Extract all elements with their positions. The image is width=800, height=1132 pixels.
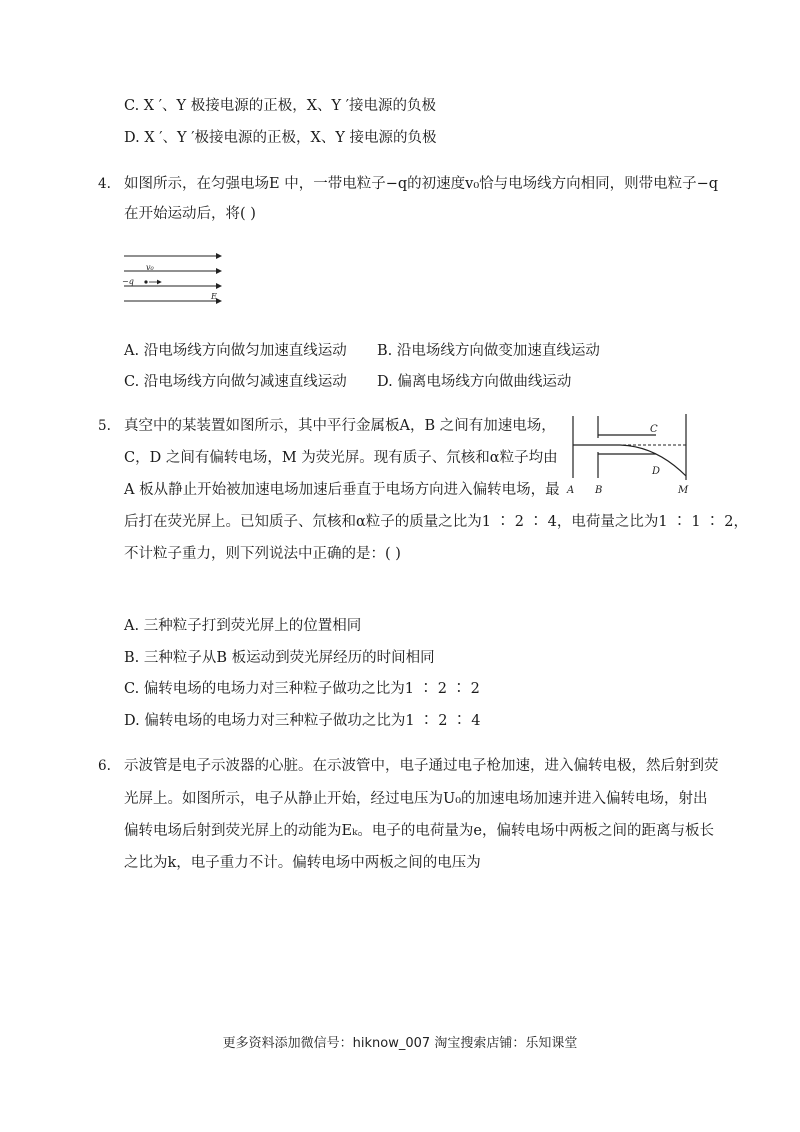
label-M: M xyxy=(678,485,689,496)
label-B: B xyxy=(595,485,603,496)
q5-apparatus-diagram xyxy=(560,410,702,498)
label-A: A xyxy=(567,485,575,496)
q4-stem-line1: 如图所示，在匀强电场E 中，一带电粒子−q的初速度v₀恰与电场线方向相同，则带电粒子−q xyxy=(124,176,719,192)
q4-options-row-2 xyxy=(124,372,572,392)
label-C: C xyxy=(650,424,658,435)
q4-option-b: B. 沿电场线方向做变加速直线运动 xyxy=(377,343,600,359)
q5-option-c: C. 偏转电场的电场力对三种粒子做功之比为1 ∶ 2 ∶ 2 xyxy=(124,681,480,697)
q6-stem-line: 之比为k，电子重力不计。偏转电场中两板之间的电压为 xyxy=(124,855,481,871)
q5-option-a: A. 三种粒子打到荧光屏上的位置相同 xyxy=(124,618,362,634)
q4-option-a: A. 沿电场线方向做匀加速直线运动 xyxy=(124,343,347,359)
label-q: −q xyxy=(122,277,134,286)
q4-option-c: C. 沿电场线方向做匀减速直线运动 xyxy=(124,374,347,390)
q5-stem-line: 后打在荧光屏上。已知质子、氘核和α粒子的质量之比为1 ∶ 2 ∶ 4，电荷量之比为1 ∶ 1 ∶ 2， xyxy=(124,514,749,530)
q6-number: 6. xyxy=(98,758,111,774)
particle-path xyxy=(573,445,686,476)
q4-stem-line2: 在开始运动后，将( ) xyxy=(124,206,256,222)
q5-option-d: D. 偏转电场的电场力对三种粒子做功之比为1 ∶ 2 ∶ 4 xyxy=(124,713,481,729)
q5-stem-line: A 板从静止开始被加速电场加速后垂直于电场方向进入偏转电场，最 xyxy=(124,482,560,498)
label-v0: v₀ xyxy=(146,263,154,272)
q3-option-c: C. X ′、Y 极接电源的正极，X、Y ′接电源的负极 xyxy=(124,98,436,114)
q5-stem-line: 真空中的某装置如图所示，其中平行金属板A，B 之间有加速电场， xyxy=(124,418,556,434)
page-footer: 更多资料添加微信号：hiknow_007 淘宝搜索店铺：乐知课堂 xyxy=(222,1036,578,1051)
q5-stem-line: C，D 之间有偏转电场，M 为荧光屏。现有质子、氘核和α粒子均由 xyxy=(124,450,558,466)
label-E: E xyxy=(211,292,217,301)
particle-dot xyxy=(144,280,147,283)
q4-options-row-1 xyxy=(124,341,600,361)
q4-number: 4. xyxy=(98,176,111,192)
q4-option-d: D. 偏离电场线方向做曲线运动 xyxy=(377,374,572,390)
q5-number: 5. xyxy=(98,418,111,434)
q6-stem-line: 示波管是电子示波器的心脏。在示波管中，电子通过电子枪加速，进入偏转电极，然后射到荧 xyxy=(124,758,719,774)
q6-stem-line: 光屏上。如图所示，电子从静止开始，经过电压为U₀的加速电场加速并进入偏转电场，射出 xyxy=(124,791,708,807)
q4-field-diagram xyxy=(118,250,228,308)
q3-option-d: D. X ′、Y ′极接电源的正极，X、Y 接电源的负极 xyxy=(124,130,437,146)
label-D: D xyxy=(652,466,661,477)
q5-stem-line: 不计粒子重力，则下列说法中正确的是：( ) xyxy=(124,546,401,562)
q6-stem-line: 偏转电场后射到荧光屏上的动能为Eₖ。电子的电荷量为e，偏转电场中两板之间的距离与板长 xyxy=(124,823,714,839)
q5-option-b: B. 三种粒子从B 板运动到荧光屏经历的时间相同 xyxy=(124,650,435,666)
